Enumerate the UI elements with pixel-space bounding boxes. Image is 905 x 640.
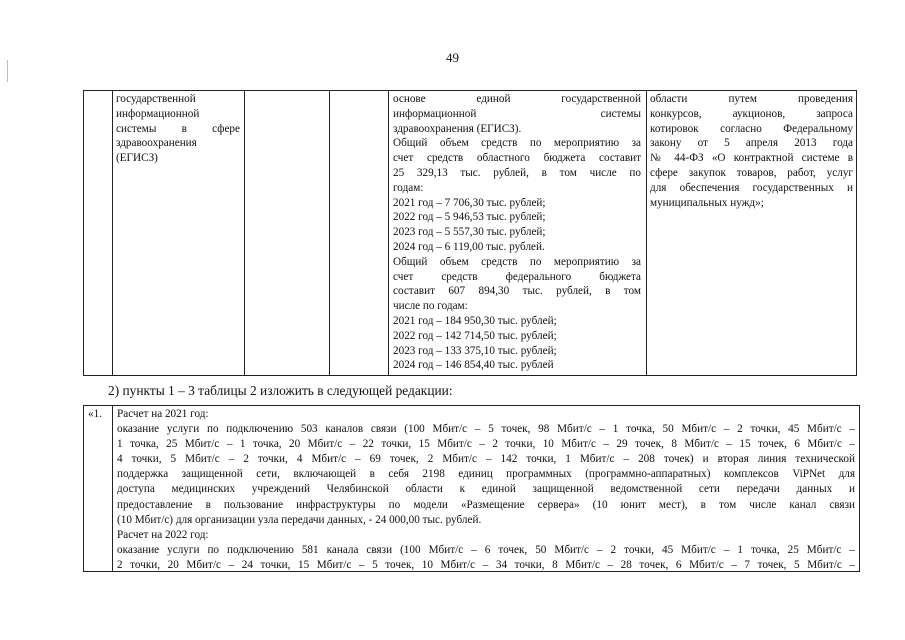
table-1-top-border: [83, 90, 857, 91]
cell-line: 25 329,13 тыс. рублей, в том числе по: [393, 166, 641, 179]
cell-line: № 44-ФЗ «О контрактной системе в: [650, 152, 853, 165]
table-1-col-line: [244, 90, 245, 376]
cell-line: 2021 год – 184 950,30 тыс. рублей;: [393, 314, 557, 327]
cell-line: счет средств федерального бюджета: [393, 270, 641, 283]
cell-line: муниципальных нужд»;: [650, 196, 764, 209]
section-heading: 2) пункты 1 – 3 таблицы 2 изложить в следующей редакции:: [108, 383, 453, 398]
cell-line: 2024 год – 6 119,00 тыс. рублей.: [393, 240, 545, 253]
table-1-col-line: [83, 90, 84, 376]
table-2-col-line: [859, 405, 860, 572]
cell-line: закону от 5 апреля 2013 года: [650, 137, 853, 150]
cell-line: годам:: [393, 181, 424, 194]
cell-line: (ЕГИСЗ): [116, 152, 158, 165]
cell-line: счет средств областного бюджета составит: [393, 152, 641, 165]
cell-line: 2023 год – 5 557,30 тыс. рублей;: [393, 226, 546, 239]
cell-line: конкурсов, аукционов, запроса: [650, 107, 853, 120]
funding-description-cell: [393, 92, 641, 373]
table-1-col-line: [856, 90, 857, 376]
table-2-top-border: [83, 405, 860, 406]
system-name-cell: [116, 92, 240, 166]
cell-line: здравоохранения (ЕГИСЗ).: [393, 122, 522, 135]
cell-line: 1 точка, 25 Мбит/с – 1 точка, 20 Мбит/с – 22 точки, 15 Мбит/с – 2 точки, 10 Мбит/с – 29 точек, 8 Мбит/с – 15 точек, 6 Мбит/с –: [117, 438, 855, 451]
margin-tick: [7, 60, 8, 82]
cell-line: составит 607 894,30 тыс. рублей, в том: [393, 285, 641, 298]
cell-line: здравоохранения: [116, 137, 197, 150]
cell-line: оказание услуги по подключению 503 каналов связи (100 Мбит/с – 5 точек, 98 Мбит/с – 1 точка, 50 Мбит/с – 2 точки, 45 Мбит/с –: [117, 423, 855, 436]
cell-line: области путем проведения: [650, 93, 853, 105]
cell-line: Общий объем средств по мероприятию за: [393, 137, 641, 150]
table-1-bottom-border: [83, 375, 857, 376]
calculation-text-cell: [117, 407, 855, 573]
procurement-method-cell: [650, 92, 853, 210]
cell-line: поддержка защищенной сети, включающей в себя 2198 единиц программных (программно-аппаратных) комплексов ViPNet для: [117, 468, 855, 481]
cell-line: котировок согласно Федеральному: [650, 122, 853, 135]
cell-line: Общий объем средств по мероприятию за: [393, 255, 641, 268]
page-number: 49: [446, 50, 459, 65]
cell-line: информационной системы: [393, 107, 641, 120]
table-2-col-line: [112, 405, 113, 572]
cell-line: государственной: [116, 93, 196, 105]
row-marker: «1.: [88, 408, 102, 420]
table-1-col-line: [112, 90, 113, 376]
cell-line: 4 точки, 5 Мбит/с – 2 точки, 4 Мбит/с – 69 точек, 2 Мбит/с – 142 точки, 1 Мбит/с – 208 точек) и вторая линия технической: [117, 453, 855, 466]
cell-line: для обеспечения государственных и: [650, 181, 853, 194]
table-2-col-line: [83, 405, 84, 572]
cell-line: основе единой государственной: [393, 93, 641, 105]
table-1-col-line: [388, 90, 389, 376]
cell-line: предоставление в пользование инфраструктуры по модели «Размещение сервера» (10 юнит мест), в том числе канал связи: [117, 498, 855, 511]
cell-line: Расчет на 2022 год:: [117, 528, 209, 541]
cell-line: 2 точки, 20 Мбит/с – 24 точки, 15 Мбит/с – 5 точек, 10 Мбит/с – 34 точки, 8 Мбит/с – 28 точек, 6 Мбит/с – 7 точек, 5 Мбит/с –: [117, 558, 855, 571]
cell-line: числе по годам:: [393, 300, 468, 313]
cell-line: оказание услуги по подключению 581 канала связи (100 Мбит/с – 6 точек, 50 Мбит/с – 2 точки, 45 Мбит/с – 1 точка, 25 Мбит/с –: [117, 543, 855, 556]
cell-line: 2022 год – 142 714,50 тыс. рублей;: [393, 329, 557, 342]
cell-line: сфере закупок товаров, работ, услуг: [650, 166, 853, 179]
table-1-col-line: [646, 90, 647, 376]
cell-line: 2023 год – 133 375,10 тыс. рублей;: [393, 344, 557, 357]
cell-line: доступа медицинских учреждений Челябинской области к единой защищенной ведомственной сети передачи данных и: [117, 483, 855, 496]
cell-line: 2021 год – 7 706,30 тыс. рублей;: [393, 196, 546, 209]
cell-line: системы в сфере: [116, 122, 240, 135]
table-1-col-line: [329, 90, 330, 376]
cell-line: (10 Мбит/с) для организации узла передачи данных, - 24 000,00 тыс. рублей.: [117, 513, 482, 526]
cell-line: 2022 год – 5 946,53 тыс. рублей;: [393, 211, 546, 224]
cell-line: Расчет на 2021 год:: [117, 408, 209, 420]
cell-line: информационной: [116, 107, 200, 120]
cell-line: 2024 год – 146 854,40 тыс. рублей: [393, 359, 554, 372]
